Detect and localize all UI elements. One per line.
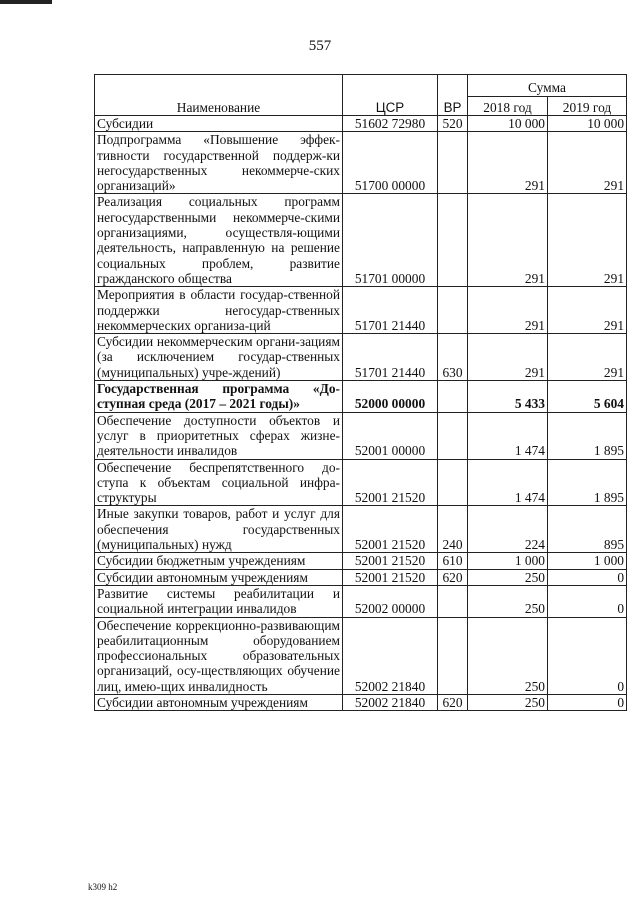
row-csr-cell: 51700 00000 bbox=[343, 132, 438, 194]
row-vr-cell bbox=[438, 194, 468, 287]
row-sum-2018-cell: 1 474 bbox=[468, 459, 548, 506]
table-header bbox=[95, 75, 627, 116]
scan-corner-mark bbox=[0, 0, 52, 4]
row-name-cell: Обеспечение доступности объектов и услуг в приоритетных сферах жизне-деятельности инвалидов bbox=[95, 412, 343, 459]
table-row bbox=[95, 381, 627, 413]
row-sum-2019-cell: 0 bbox=[548, 617, 627, 694]
row-sum-2019-cell: 0 bbox=[548, 585, 627, 617]
row-sum-2019-cell: 10 000 bbox=[548, 116, 627, 132]
row-csr-cell: 52001 21520 bbox=[343, 459, 438, 506]
row-name-cell: Реализация социальных программ негосударственными некоммерче-скими организациями, осуществля-ющими деятельность, направленную на решение социальных проблем, развитие гражданского общества bbox=[95, 194, 343, 287]
header-vr: ВР bbox=[438, 75, 468, 116]
row-sum-2019-cell: 1 000 bbox=[548, 553, 627, 569]
row-vr-cell bbox=[438, 132, 468, 194]
row-csr-cell: 52001 21520 bbox=[343, 506, 438, 553]
row-csr-cell: 51602 72980 bbox=[343, 116, 438, 132]
row-sum-2018-cell: 250 bbox=[468, 585, 548, 617]
table-row bbox=[95, 569, 627, 585]
table-row bbox=[95, 194, 627, 287]
row-csr-cell: 51701 00000 bbox=[343, 194, 438, 287]
row-name-cell: Субсидии бюджетным учреждениям bbox=[95, 553, 343, 569]
row-sum-2018-cell: 5 433 bbox=[468, 381, 548, 413]
row-vr-cell bbox=[438, 459, 468, 506]
row-sum-2019-cell: 1 895 bbox=[548, 412, 627, 459]
row-vr-cell bbox=[438, 287, 468, 334]
row-name-cell: Субсидии bbox=[95, 116, 343, 132]
table-row bbox=[95, 116, 627, 132]
row-csr-cell: 51701 21440 bbox=[343, 287, 438, 334]
row-sum-2018-cell: 291 bbox=[468, 334, 548, 381]
budget-table bbox=[94, 74, 627, 711]
row-name-cell: Субсидии автономным учреждениям bbox=[95, 694, 343, 710]
row-csr-cell: 52001 21520 bbox=[343, 569, 438, 585]
row-sum-2018-cell: 224 bbox=[468, 506, 548, 553]
table-row bbox=[95, 506, 627, 553]
table-row bbox=[95, 412, 627, 459]
row-sum-2019-cell: 1 895 bbox=[548, 459, 627, 506]
row-vr-cell bbox=[438, 412, 468, 459]
page-number: 557 bbox=[308, 38, 332, 54]
header-year-2019: 2019 год bbox=[548, 96, 627, 115]
row-sum-2018-cell: 1 000 bbox=[468, 553, 548, 569]
row-vr-cell: 520 bbox=[438, 116, 468, 132]
row-name-cell: Развитие системы реабилитации и социальной интеграции инвалидов bbox=[95, 585, 343, 617]
row-sum-2018-cell: 250 bbox=[468, 617, 548, 694]
header-year-2018: 2018 год bbox=[468, 96, 548, 115]
row-sum-2019-cell: 291 bbox=[548, 132, 627, 194]
row-name-cell: Обеспечение коррекционно-развивающим реабилитационным оборудованием профессиональных образовательных организаций, осу-ществляющих обучение лиц, имею-щих инвалидность bbox=[95, 617, 343, 694]
row-vr-cell: 620 bbox=[438, 569, 468, 585]
row-sum-2019-cell: 291 bbox=[548, 194, 627, 287]
table-row bbox=[95, 334, 627, 381]
table-body bbox=[95, 116, 627, 711]
table-row bbox=[95, 287, 627, 334]
row-csr-cell: 52001 00000 bbox=[343, 412, 438, 459]
row-name-cell: Субсидии автономным учреждениям bbox=[95, 569, 343, 585]
row-sum-2018-cell: 291 bbox=[468, 287, 548, 334]
table-row bbox=[95, 132, 627, 194]
row-name-cell: Мероприятия в области государ-ственной поддержки негосудар-ственных некоммерческих организа-ций bbox=[95, 287, 343, 334]
row-sum-2019-cell: 0 bbox=[548, 569, 627, 585]
row-sum-2019-cell: 5 604 bbox=[548, 381, 627, 413]
row-sum-2018-cell: 291 bbox=[468, 194, 548, 287]
header-name: Наименование bbox=[95, 75, 343, 116]
row-vr-cell: 240 bbox=[438, 506, 468, 553]
row-vr-cell: 620 bbox=[438, 694, 468, 710]
row-sum-2019-cell: 0 bbox=[548, 694, 627, 710]
table-row bbox=[95, 553, 627, 569]
row-name-cell: Подпрограмма «Повышение эффек-тивности государственной поддерж-ки негосударственных некоммерче-ских организаций» bbox=[95, 132, 343, 194]
header-sum: Сумма bbox=[468, 75, 627, 97]
header-csr: ЦСР bbox=[343, 75, 438, 116]
row-csr-cell: 52000 00000 bbox=[343, 381, 438, 413]
row-vr-cell bbox=[438, 381, 468, 413]
row-vr-cell: 610 bbox=[438, 553, 468, 569]
row-vr-cell: 630 bbox=[438, 334, 468, 381]
row-sum-2018-cell: 250 bbox=[468, 569, 548, 585]
row-sum-2018-cell: 291 bbox=[468, 132, 548, 194]
footer-code: k309 h2 bbox=[88, 882, 118, 892]
row-sum-2019-cell: 291 bbox=[548, 334, 627, 381]
row-sum-2018-cell: 10 000 bbox=[468, 116, 548, 132]
row-csr-cell: 52001 21520 bbox=[343, 553, 438, 569]
row-vr-cell bbox=[438, 585, 468, 617]
row-sum-2018-cell: 250 bbox=[468, 694, 548, 710]
row-sum-2018-cell: 1 474 bbox=[468, 412, 548, 459]
table-row bbox=[95, 694, 627, 710]
row-csr-cell: 52002 21840 bbox=[343, 694, 438, 710]
row-sum-2019-cell: 291 bbox=[548, 287, 627, 334]
row-name-cell: Субсидии некоммерческим органи-зациям (за исключением государ-ственных (муниципальных) учре-ждений) bbox=[95, 334, 343, 381]
row-name-cell: Обеспечение беспрепятственного до-ступа к объектам социальной инфра-структуры bbox=[95, 459, 343, 506]
table-row bbox=[95, 585, 627, 617]
row-sum-2019-cell: 895 bbox=[548, 506, 627, 553]
row-csr-cell: 52002 21840 bbox=[343, 617, 438, 694]
table-row bbox=[95, 617, 627, 694]
table-row bbox=[95, 459, 627, 506]
row-name-cell: Иные закупки товаров, работ и услуг для обеспечения государственных (муниципальных) нужд bbox=[95, 506, 343, 553]
row-csr-cell: 51701 21440 bbox=[343, 334, 438, 381]
row-csr-cell: 52002 00000 bbox=[343, 585, 438, 617]
row-name-cell: Государственная программа «До-ступная среда (2017 – 2021 годы)» bbox=[95, 381, 343, 413]
row-vr-cell bbox=[438, 617, 468, 694]
